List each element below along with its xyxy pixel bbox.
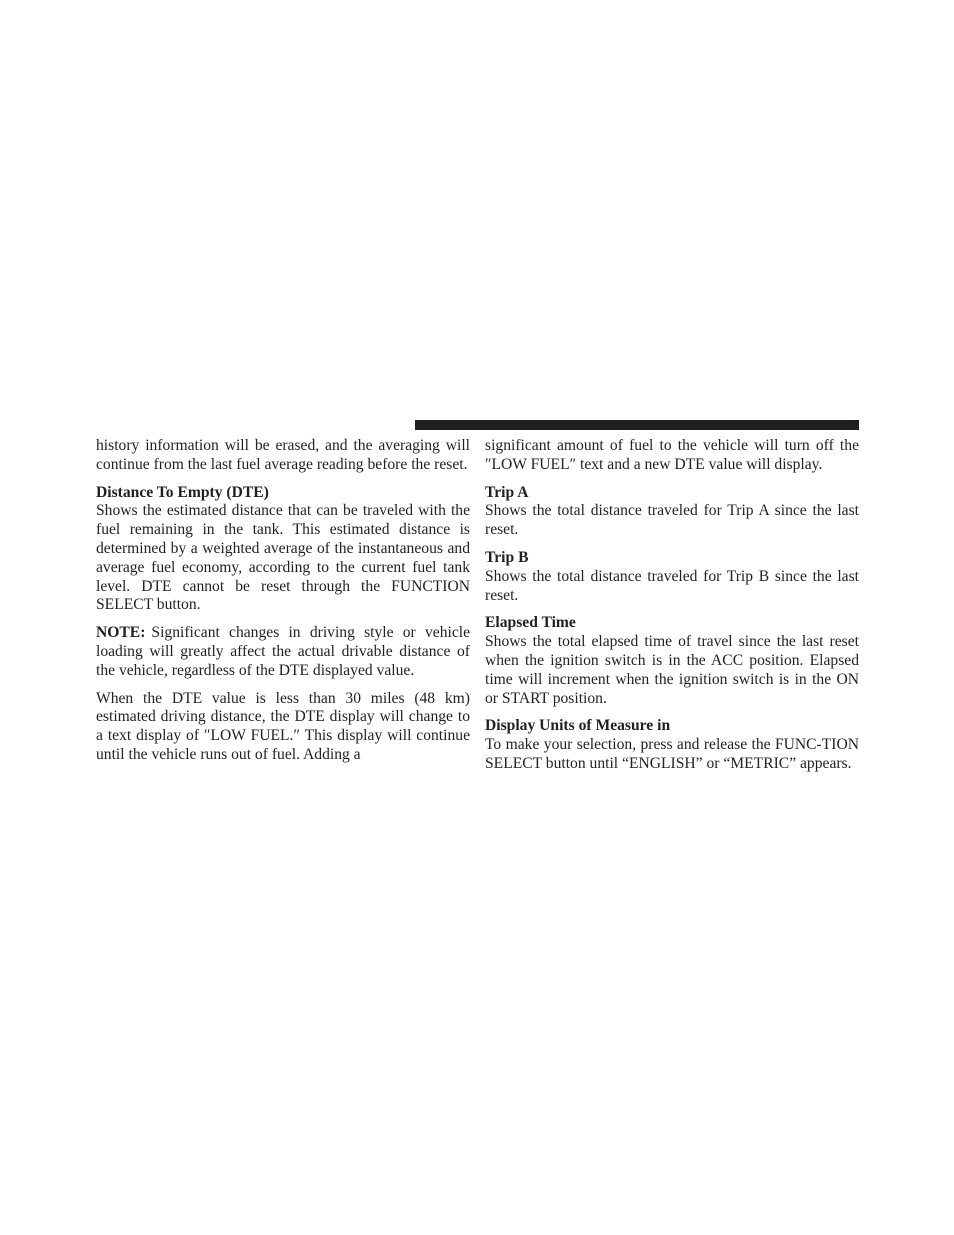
trip-b-heading: Trip B xyxy=(485,548,529,566)
units-body: To make your selection, press and release the FUNC-TION SELECT button until “ENGLISH” or “METRIC” appears. xyxy=(485,736,859,772)
dte-heading: Distance To Empty (DTE) xyxy=(96,483,269,501)
right-column xyxy=(485,437,859,783)
units-heading: Display Units of Measure in xyxy=(485,717,671,735)
header-bar xyxy=(415,420,859,430)
dte-low-paragraph: When the DTE value is less than 30 miles (48 km) estimated driving distance, the DTE display will change to a text display of ″LOW FUEL.″ This display will continue until the vehicle runs out of fuel. Adding a xyxy=(96,689,470,763)
dte-body: Shows the estimated distance that can be traveled with the fuel remaining in the tank. This estimated distance is determined by a weighted average of the instantaneous and average fuel economy, according to the current fuel tank level. DTE cannot be reset through the FUNCTION SELECT button. xyxy=(96,502,470,614)
note-text: Significant changes in driving style or vehicle loading will greatly affect the actual drivable distance of the vehicle, regardless of the DTE displayed value. xyxy=(96,624,470,679)
left-column xyxy=(96,437,470,774)
dte-section xyxy=(96,484,470,616)
note-label: NOTE: xyxy=(96,624,146,642)
elapsed-time-section xyxy=(485,614,859,708)
continuation-paragraph: significant amount of fuel to the vehicle will turn off the ″LOW FUEL″ text and a new DTE value will display. xyxy=(485,437,859,473)
elapsed-time-heading: Elapsed Time xyxy=(485,614,576,632)
trip-a-heading: Trip A xyxy=(485,483,529,501)
intro-paragraph: history information will be erased, and the averaging will continue from the last fuel average reading before the reset. xyxy=(96,437,470,473)
trip-a-body: Shows the total distance traveled for Trip A since the last reset. xyxy=(485,502,859,539)
units-section xyxy=(485,717,859,773)
note-paragraph xyxy=(96,624,470,680)
trip-b-body: Shows the total distance traveled for Trip B since the last reset. xyxy=(485,567,859,604)
trip-b-section xyxy=(485,549,859,605)
elapsed-time-body: Shows the total elapsed time of travel since the last reset when the ignition switch is in the ACC position. Elapsed time will increment when the ignition switch is in the ON or START position. xyxy=(485,633,859,707)
trip-a-section xyxy=(485,484,859,540)
